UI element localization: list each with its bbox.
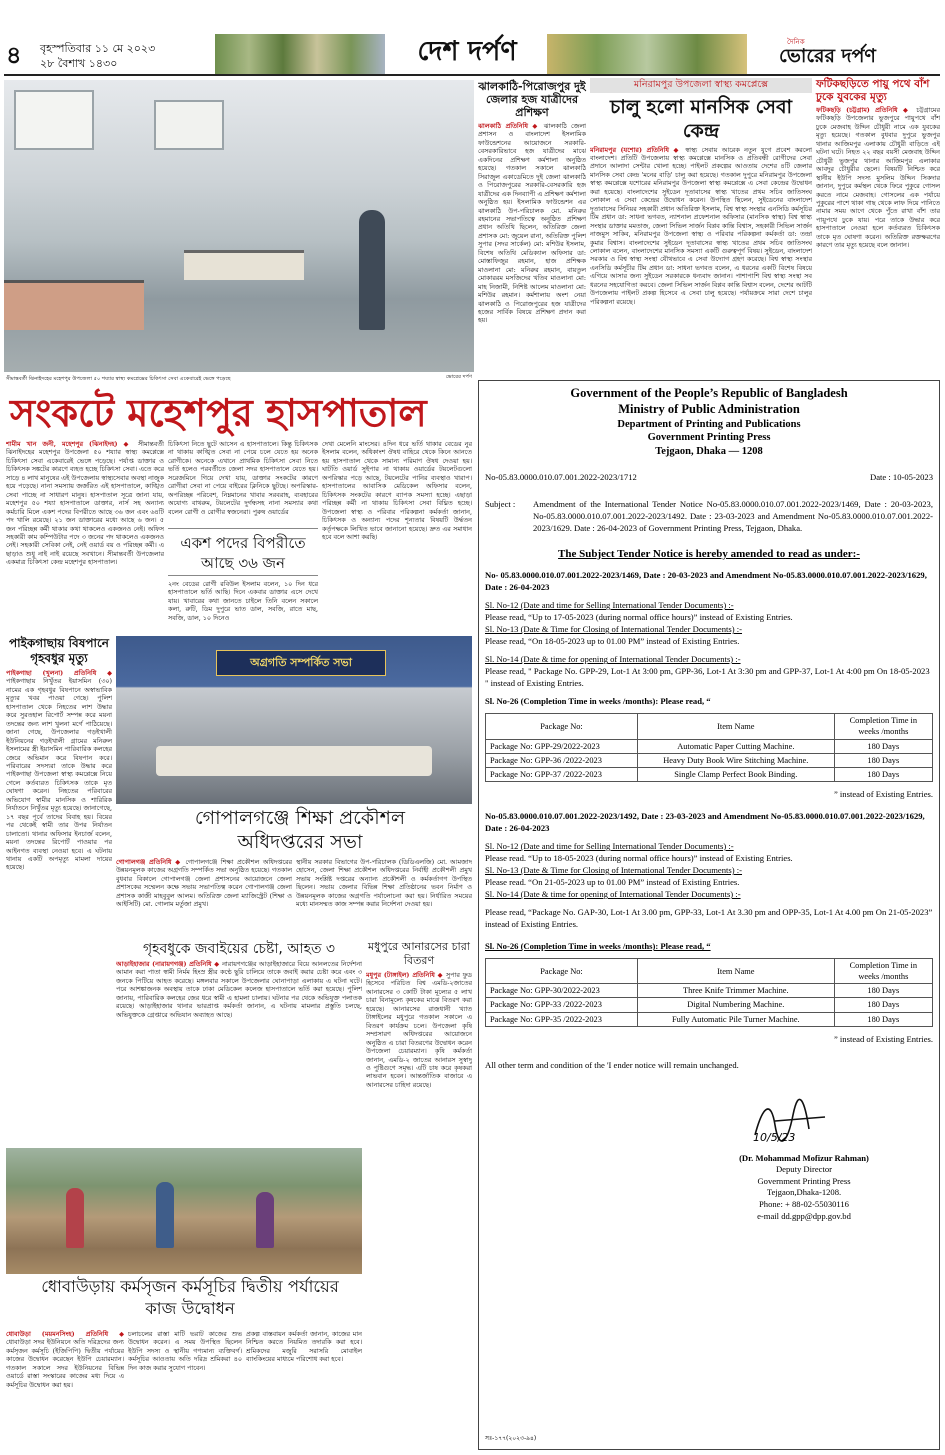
tender-org1: Government of the People’s Republic of Bangladesh xyxy=(570,386,848,400)
tender-org3: Department of Printing and Publications xyxy=(617,418,801,430)
table-cell-package: Package No: GPP-30/2022-2023 xyxy=(486,984,638,998)
tender-s2d-title: Sl. No-26 (Completion Time in weeks /months): Please read, “ xyxy=(485,941,711,952)
table-cell-item: Heavy Duty Book Wire Stitching Machine. xyxy=(637,753,834,767)
signer-address: Tejgaon,Dhaka-1208. xyxy=(766,1187,842,1198)
header xyxy=(0,0,945,76)
tender-table-1 xyxy=(485,713,933,781)
jhalokathi-story xyxy=(478,80,586,378)
tender-instead-1: ” instead of Existing Entries. xyxy=(833,788,933,799)
table-header-item: Item Name xyxy=(637,714,834,739)
section-title: দেশ দর্পণ xyxy=(417,36,517,67)
photo-person xyxy=(359,210,385,330)
paikgachha-body: পাইকগাছায় নিখুঁতর ইয়াসমিন (৩০) নামের এক গৃহবধুর বিষপানে অস্বাভাবিক মৃত্যুর খবর পাওয়া গেছে। পুলিশ হাসপাতাল থেকে নিহতের লাশ উদ্ধার করে সুরতহাল রিপোর্ট সম্পন্ন করে ময়না তদন্তের জন্য লাশ খুলনা মর্গে পাঠিয়েছে। জানা গেছে, উপজেলার গড়ইখালী ইউনিয়নের গড়ইখালী গ্রামের মনিরুল ইসলামের স্ত্রী ইয়াসমিন পারিবারিক কলহের জেরে অভিমান করে বিষপান করে। পরিবারের সদস্যরা তাকে উদ্ধার করে পাইকগাছা উপজেলা স্বাস্থ্য কমপ্লেক্সে নিয়ে গেলে কর্তব্যরত চিকিৎসক তাকে মৃত ঘোষণা করেন। নিহতের পরিবারের অভিযোগ স্বামীর মানসিক ও শারিরিক নির্যাতনে নিখুঁতর মৃত্যু হয়েছে। জানাগেছে, ১৭ বছর পূর্বে তাদের বিবাহ হয়। বিয়ের পর থেকেই স্বামী তার উপর নির্যাতন চালাতো। থানার অফিসার ইনচার্জ বলেন, ময়না তদন্তের রিপোর্ট পাওয়ার পর আইনগত ব্যবস্থা নেওয়া হবে। এ ঘটনায় থানায় একটি অপমৃত্যু মামলা দায়ের হয়েছে। xyxy=(6,677,112,872)
madhupur-body: সুপার ফুড হিসেবে পরিচিত বিশ্ব এমডি-২জাতের আনারসের ৩ কোটি টাকা মূল্যের ৫ লাখ চারা বিনামূল্যে কৃষকের মাঝে বিতরণ করা হয়েছে। আনারসের রাজধানী খ্যাত টাঙ্গাইলের মধুপুরে গতকাল সকালে এ বিতরণ কার্যক্রম চলে। উপজেলা কৃষি সম্প্রসারণ অধিদপ্তরের আয়োজনে অনুষ্ঠিত এ চারা বিতরণের উদ্বোধন করেন উপজেলা চেয়ারম্যান। কৃষি কর্মকর্তা জানান, এমডি-২ জাতের আনারস সুস্বাদু ও পুষ্টিগুণে সমৃদ্ধ। এটি চাষ করে কৃষকরা লাভবান হবেন। আন্তর্জাতিক বাজারে এ আনারসের চাহিদা রয়েছে। xyxy=(366,971,472,1089)
photo-caption xyxy=(6,374,472,384)
tender-amended-heading: The Subject Tender Notice is hereby amended to read as under:- xyxy=(558,547,860,560)
araihazar-body: নারায়ণগঞ্জের আড়াইহাজারে বিয়ে আনলতের নির্দেশনা আমান করা পাতা স্বামী নির্মম হিংস্র স্ত্রীর কণ্ঠে ছুরি চালিয়ে তাকে জবাই করার চেষ্টা করে এবং ৩ জনকে পিটিয়ে আহত করেছে। মঙ্গলবার সকালে উপজেলার ঘোনাপাড়া এলাকায় এ ঘটনা ঘটে। পরে আশঙ্কাজনক অবস্থায় তাকে ঢাকা মেডিকেল কলেজ হাসপাতালে ভর্তি করা হয়েছে। পুলিশ জানায়, পারিবারিক কলহের জের ধরে স্বামী এ হামলা চালায়। ঘটনার পর থেকে অভিযুক্ত পলাতক রয়েছে। আড়াইহাজার থানার ভারপ্রাপ্ত কর্মকর্তা জানান, এ ঘটনায় মামলার প্রস্তুতি চলছে, অভিযুক্তকে গ্রেপ্তারে অভিযান অব্যাহত আছে। xyxy=(116,960,362,1019)
main-story-col2 xyxy=(168,440,318,526)
signer-title: Deputy Director xyxy=(775,1164,833,1175)
tender-org4: Government Printing Press xyxy=(647,432,771,444)
manirampur-byline: মনিরামপুর (যশোর) প্রতিনিধি ◆ xyxy=(590,145,681,154)
table-cell-item: Automatic Paper Cutting Machine. xyxy=(637,739,834,753)
table-header-package: Package No: xyxy=(486,714,638,739)
main-story-col2b xyxy=(168,580,318,632)
caption-text: সীমান্তবর্তী ঝিনাইদহের মহেশপুর উপজেলা ৫০ শয্যার স্বাস্থ্য কমপ্লেক্সের চিকিৎসা সেবা একেবারেই ভেঙ্গে পড়েছে xyxy=(6,376,231,382)
tender-s2a-text: Please read. “Up to 18-05-2023 (during normal office hours)” instead of Existing Entries. xyxy=(485,852,793,863)
dhobaura-headline: ধোবাউড়ায় কর্মসৃজন কর্মসূচির দ্বিতীয় পর্যায়ের কাজ উদ্বোধন xyxy=(41,1277,339,1318)
dhobaura-byline: ধোবাউড়া (ময়মনসিংহ) প্রতিনিধি ◆ xyxy=(6,1330,124,1338)
tender-instead-2: ” instead of Existing Entries. xyxy=(833,1033,933,1044)
fatikchhari-body: চট্টগ্রামের ফটিকছড়ি উপজেলার ভুজপুরে পায়ুপথে বাঁশ ঢুকে মেজবাহ উদ্দিন চৌধুরী নামে এক যুবকের মৃত্যু হয়েছে। গতকাল বুধবার দুপুরে ভুজপুর থানার আজিমপুর এলাকায় চৌধুরী বাড়িতে এই ঘটনা ঘটে। নিহত ২২ বছর বয়সী মেজবাহ উদ্দিন চৌধুরী ভুজপুর থানার আজিমপুর এলাকার আবদুর চৌধুরীর ছেলে। বিষয়টি নিশ্চিত করে স্থানীয় ইউপি সদস্য মুসলিম উদ্দিন সিকদার জানান, দুপুরে কর্মস্থল থেকে ফিরে পুকুরে গোসল করতে নামে মেজবাহ। গোসলের এক পর্যায়ে পুকুরের পাশে থাকা গাছ থেকে লাফ দিয়ে পানিতে নামার সময় আগে থেকে পুঁতে রাখা বাঁশ তার পায়ুপথে ঢুকে যায়। পরে তাকে উদ্ধার করে হাসপাতালে নেওয়া হলে কর্তব্যরত চিকিৎসক তাকে মৃত ঘোষণা করেন। অতিরিক্ত রক্তক্ষরণের কারণে তার মৃত্যু হয়েছে বলে জানান। xyxy=(816,106,940,250)
manirampur-story xyxy=(590,78,812,378)
signer-name: (Dr. Mohammad Mofizur Rahman) xyxy=(739,1152,869,1163)
header-photo-strip-right xyxy=(547,34,747,74)
table-cell-time: 180 Days xyxy=(834,1012,932,1026)
fatikchhari-story xyxy=(816,78,940,378)
paikgachha-byline: পাইকগাছা (খুলনা) প্রতিনিধি ◆ xyxy=(6,669,112,677)
gopalganj-col1 xyxy=(116,858,292,936)
hospital-photo xyxy=(4,80,474,372)
araihazar-byline: আড়াইহাজার (নারায়ণগঞ্জ) প্রতিনিধি ◆ xyxy=(116,960,220,968)
logo-small: দৈনিক xyxy=(787,38,805,46)
signature-date: 10/5/23 xyxy=(753,1130,796,1144)
photo-window xyxy=(14,90,94,150)
header-photo-strip-left xyxy=(215,34,385,74)
table-cell-time: 180 Days xyxy=(834,753,932,767)
gopalganj-body2: স্থানীয় সরকার বিভাগের উপ-পরিচালক (ডিডিএলজি) মো. আমজাদ হোসেন, জেলা শিক্ষা প্রকৌশল অধিদপ্তরের নির্বাহী প্রকৌশলী প্রমুখ সভায় সংশ্লিষ্ট দপ্তরের অন্যান্য প্রকৌশলী ও কর্মকর্তাগণ উপস্থিত ছিলেন। সভায় জেলার বিভিন্ন শিক্ষা প্রতিষ্ঠানের ভবন নির্মাণ ও উন্নয়নমূলক কাজের অগ্রগতি পর্যালোচনা করা হয়। নির্ধারিত সময়ের মধ্যে মানসম্মত কাজ সম্পন্ন করার নির্দেশনা দেওয়া হয়। xyxy=(296,858,472,909)
araihazar-headline: গৃহবধুকে জবাইয়ের চেষ্টা, আহত ৩ xyxy=(142,941,336,957)
logo-title: ভোরের দর্পণ xyxy=(779,45,876,67)
main-headline: সংকটে মহেশপুর হাসপাতাল xyxy=(10,391,427,435)
signature xyxy=(485,1095,933,1153)
tender-s1b-title: Sl. No-13 (Date & Time for Closing of International Tender Documents) :- xyxy=(485,624,743,635)
fatikchhari-headline: ফটিকছড়িতে পায়ু পথে বাঁশ ঢুকে যুবকের মৃত্যু xyxy=(816,78,930,103)
table-cell-time: 180 Days xyxy=(834,984,932,998)
table-row xyxy=(486,767,933,781)
tender-s2c-text: Please read, “Package No. GAP-30, Lot-1 At 3.00 pm, GPP-33, Lot-1 At 3.30 pm and OPP-35, Lot-1 At 4.00 pm On 21-05-2023” instead of Existing Entries. xyxy=(485,907,933,930)
main-body-col1: সীমান্তবর্তী ঝিনাইদহের মহেশপুর উপজেলা ৫০ শয্যার স্বাস্থ্য কমপ্লেক্সে চিকিৎসা সেবা একেবারেই ভেঙ্গে পড়েছে। পর্যাপ্ত ডাক্তার ও চিকিৎসক সঙ্কটের কারণে ব্যহত হচ্ছে চিকিৎসা সেবা। এতে করে সাড়ে ৪ লাখ মানুষের এই উপজেলায় স্বাস্থ্যসেবার অবস্থা নাজুক হয়ে পড়েছে। নানা সমস্যায় জর্জরিত এই হাসপাতালে, কাঙ্খিত সেবা পাচ্ছে না সাধারণ মানুষ। হাসপাতাল সূত্রে জানা যায়, মহেশপুর ৫০ শয্যা হাসপাতালে ডাক্তার, নার্স সহ অন্যান্য কর্মচারি মিলে একশ পদের বিপরীতে আছে ৩৬ জন এবং ৬৪টি পদ খালি রয়েছে। ২১ জন ডাক্তারের মধ্যে আছে ৬ জন। ৫ জন পরিচ্ছন্ন কর্মী থাকার কথা থাকলেও একজনও নেই। অফিস সহকারী কাম কম্পিউটার পদে ৩ জনের পদ থাকলেও একজনও নেই। সহকারী সেবিকা নেই, নেই ওয়ার্ড বয় ও পরিচ্ছন্ন কর্মী। এ ছাড়াও শুধু নাই নাই রয়েছে সবখানে। সীমান্তবর্তী উপজেলার একমাত্র চিকিৎসা কেন্দ্র মহেশপুর হাসপাতাল। xyxy=(6,440,164,567)
manirampur-body: স্বাস্থ্য সেবায় আরেক নতুন যুগে প্রবেশ করলো বাংলাদেশ। প্রতিটি উপজেলায় স্বাস্থ্য কমপ্লেক্সে মানসিক ও প্রতিবন্ধী রোগীদের সেবা প্রদানে আলাদা সেন্টার খোলা হচ্ছে। পাইলট প্রকল্পের আওতায় দেশের ৪টি জেলার মানসিক সেবা কেন্দ্র 'মনের বাড়ি' চালু করা হয়েছে। গতকাল দুপুরে মনিরামপুর উপজেলা স্বাস্থ্য কমপ্লেক্সে যশোরের মনিরামপুর উপজেলা স্বাস্থ্য কমপ্লেক্সে এ সেবা কেন্দ্রের উদ্বোধন করা হয়েছে। বাংলাদেশের সুইডেন দূতাবাসের স্বাস্থ্য খাতের প্রথম সচিব জাতিসংঘ লোকাল এ সেবা কেন্দ্রের উদ্বোধন করেন। উপস্থিত ছিলেন, সুইডেনের বাংলাদেশ দূতাবাসের সিনিয়র সহকারী প্রধান অতিরিক্ত ইসলাম, বিশ্ব স্বাস্থ্য সংস্থার এনসিডি কর্মসূচির টিম প্রধান ডা: সাধনা ভগবত, ন্যাশনাল প্রফেশনাল অফিসার (মানসিক স্বাস্থ্য) বিশ্ব স্বাস্থ্য সংস্থার ডাক্তার মমতাজ, জেলা সিভিল সার্জন বিপ্লব কান্তি বিশ্বাস, সহকারী সিভিল সার্জন নাজমুস সাকিব, মনিরামপুর উপজেলা স্বাস্থ্য ও পরিবার পরিকল্পনা কর্মকর্তা ডা: তন্দ্রা কুমার বিশ্বাস। বাংলাদেশের সুইডেন দূতাবাসের স্বাস্থ্য খাতের প্রথম সচিব জাতিসংঘ লোকাল বলেন, বাংলাদেশের মানসিক সমস্যা একটি গুরুত্বপূর্ণ বিষয়। সুইডেন, বাংলাদেশ সরকার ও বিশ্ব স্বাস্থ্য সংস্থা যৌথভাবে এ সেবা উদ্যোগ গ্রহণ করেছে। বিশ্ব স্বাস্থ্য সংস্থার এনসিডি কর্মসূচীর টিম প্রধান ডা: সাধনা ভগবত বলেন, এ ধরনের একটি বিশেষ বিষয়ে এগিয়ে আসার জন্য সুইডেন সরকারকে ধন্যবাদ জানান। পাশাপাশি বিশ্ব স্বাস্থ্য সংস্থা সব ধরনের সহযোগিতা করবে। জেলা সিভিল সার্জন বিপ্লব কান্তি বিশ্বাস বলেন, দেশের আটটি উপজেলায় পাইলট প্রকল্প হিসেবে এ সেবা চালু হয়েছে। পর্যায়ক্রমে সারা দেশে চালুর পরিকল্পনা রয়েছে। xyxy=(590,145,812,306)
main-byline: শামীম খান জনী, মহেশপুর (ঝিনাইদহ) ◆ xyxy=(6,440,133,448)
dhobaura-col1 xyxy=(6,1330,124,1448)
madhupur-story xyxy=(366,940,472,1410)
photo-worker xyxy=(256,1192,274,1248)
madhupur-headline: মধুপুরে আনারসের চারা বিতরণ xyxy=(368,940,470,967)
table-cell-package: Package No: GPP-33 /2022-2023 xyxy=(486,998,638,1012)
tender-s2a-title: Sl. No-12 (Date and time for Selling International Tender Documents) :- xyxy=(485,840,734,851)
jhalokathi-body: ঝালকাঠি জেলা প্রশাসন ও বাংলাদেশ ইসলামিক ফাউন্ডেশনের আয়োজনে সরকারি-বেসরকারিভাবে হজ যাত্রীদের মাঝে একদিনের প্রশিক্ষণ কর্মশালা অনুষ্ঠিত হয়েছে। গতকাল সকালে ঝালকাঠি সিরাজুল একাডেমিতে দুই জেলা ঝালকাঠি ও পিরোজপুরের সরকারি-বেসরকারি হজ যাত্রীদের এক দিনব্যাপী এ প্রশিক্ষণ কর্মশালা অনুষ্ঠিত হয়। ইসলামিক ফাউন্ডেশন এর ঝালকাঠি উপ-পরিচালক মো. মনিরুর রহমানের সভাপতিত্বে অনুষ্ঠিত প্রশিক্ষণ প্রধান অতিথি ছিলেন, অতিরিক্ত জেলা প্রশাসক মো: জুয়েল রানা, অতিরিক্ত পুলিশ সুপার (সদর সার্কেল) মো: মশিউর ইসলাম, বিশেষ অতিথি মেডিক্যাল অফিসার ডা: মোস্তাফিজুর রহমান, হাজ প্রশিক্ষক মাওলানা মো: মনিরুর রহমান, বায়তুল মোকাররম মসজিদের খতিব মাওলানা মো: মাহ নিজামী, নিশিষ্ট আলেম মাওলানা মো: মশিউর রহমান। কর্মশালায় অংশ নেয়া ঝালকাঠি ও পিরোজপুরের হজ যাত্রীদের হজের সার্বিক বিষয়ে প্রশিক্ষণ প্রদান করা হয়। xyxy=(478,122,586,325)
tender-org5: Tejgaon, Dhaka — 1208 xyxy=(655,445,763,457)
paikgachha-story xyxy=(6,636,112,1236)
page-number: ৪ xyxy=(6,41,22,69)
gopalganj-body1: গোপালগঞ্জে শিক্ষা প্রকৌশল অধিদপ্তরের উন্নয়নমূলক কাজের অগ্রগতি সম্পর্কিত সভা অনুষ্ঠিত হয়েছে। গতকাল বুধবার বিকালে গোপালগঞ্জ জেলা প্রশাসনের আয়োজনে জেলা প্রশাসকের সম্মেলন কক্ষে সভায় সভাপতিত্ব করেন গোপালগঞ্জ জেলা প্রশাসক কাজী মাহবুবুল আলম। অতিরিক্ত জেলা ম্যাজিস্ট্রেট (শিক্ষা ও আইসিটি) মো. গোলাম মর্তুজা প্রমুখ। xyxy=(116,858,292,909)
dhobaura-body2: চলাচলের রাস্তা মাটি ভরাট কাজের শুভ উদ্বোধন করেন। এ সময় উপস্থিত ছিলেন ইউপি সদস্য ও স্থানীয় গণ্যমান্য ব্যক্তিবর্গ। কর্মসূচির আওতায় অতি দরিদ্র শ্রমিকরা ৪০ দিন কাজ করার সুযোগ পাবেন। xyxy=(128,1330,242,1372)
caption-credit: ভোরের দর্পণ xyxy=(445,374,472,380)
gopalganj-byline: গোপালগঞ্জ প্রতিনিধি ◆ xyxy=(116,858,182,866)
table-header-completion: Completion Time in weeks /months xyxy=(834,714,932,739)
meeting-table xyxy=(156,746,432,776)
pullquote: একশ পদের বিপরীতে আছে ৩৬ জন xyxy=(180,534,306,572)
meeting-banner xyxy=(216,650,386,676)
main-body-col2b: ২নং বেডের রোগী রবিউল ইসলাম বলেন, ১০ দিন ধরে হাসপাতালে ভর্তি আছি। দিনে একবার ডাক্তার এসে দেখে যায়। খাবারের কথা জানতে চাইলে তিনি বলেন সকালে কলা, রুটি, ডিম দুপুরে ভাত ডাল, সবজি, রাতে মাছ, সবজি, ডাল, ১০ দিনেও xyxy=(168,580,318,622)
pullquote-box xyxy=(168,528,318,576)
table-row xyxy=(486,984,933,998)
tender-table-2 xyxy=(485,958,933,1026)
fatikchhari-byline: ফটিকছড়ি (চট্টগ্রাম) প্রতিনিধি ◆ xyxy=(816,106,912,114)
signer-org: Government Printing Press xyxy=(757,1175,851,1186)
logo xyxy=(755,36,940,72)
table-cell-item: Fully Automatic Pile Turner Machine. xyxy=(637,1012,834,1026)
main-body-col3: দেখা মেলেনি মাংসের। ৪দিন ধরে ভর্তি থাকার বেডের নুর ইসলাম বলেন, অধিকাংশ ঔষধ বাহিরে থেকে কিনে আনতে হয় হাসপাতাল থেকে সামান্য পরিমাণ ঔষধ দেওয়া হয়। ঘাটতি ওয়ার্ড সুইপার না থাকায় ওয়ার্ডের টয়লেটগুলো অপরিস্কার পড়ে আছে, টয়লেটের পানির ব্যবস্থাও খারাপ। হাসপাতালের আবাসিক মেডিকেল অফিসার বলেন, চিকিৎসক সংকটের কারণে ব্যাপক সমস্যা হচ্ছে। এছাড়া পরিচ্ছন্ন কর্মী না থাকায় চিকিৎসা সেবা বিঘ্নিত হচ্ছে। উপজেলা স্বাস্থ্য ও পরিবার পরিকল্পনা কর্মকর্তা জানান, চিকিৎসক ও অন্যান্য পদের শূন্যতার বিষয়টি উর্দ্ধতন কর্তৃপক্ষকে লিখিত ভাবে জানানো হয়েছে। দ্রুত এর সমাধান হবে বলে আশা করছি। xyxy=(322,440,472,541)
table-row xyxy=(486,1012,933,1026)
jhalokathi-byline: ঝালকাঠি প্রতিনিধি ◆ xyxy=(478,122,540,130)
dhobaura-photo xyxy=(6,1148,362,1274)
tender-other-terms: All other term and condition of the 'I ender notice will remain unchanged. xyxy=(485,1059,739,1070)
signer-email: e-mail dd.gpp@dpp.gov.bd xyxy=(757,1210,851,1221)
dhobaura-col3 xyxy=(246,1330,362,1448)
header-rule xyxy=(4,74,940,76)
table-cell-time: 180 Days xyxy=(834,739,932,753)
araihazar-story xyxy=(116,940,362,1144)
photo-window xyxy=(154,100,224,150)
madhupur-byline: মধুপুর (টাঙ্গাইল) প্রতিনিধি ◆ xyxy=(366,971,444,979)
table-cell-item: Single Clamp Perfect Book Binding. xyxy=(637,767,834,781)
tender-section1-title: No- 05.83.0000.010.07.001.2022-2023/1469, Date : 20-03-2023 and Amendment No-05.83.0000.010.07.001.2022-2023/1629, Date : 26-04-2023 xyxy=(485,570,927,593)
table-cell-time: 180 Days xyxy=(834,998,932,1012)
tender-date: Date : 10-05-2023 xyxy=(869,472,933,483)
tender-s2c-title: Sl. No-14 (Date & time for opening of International Tender Documents) :- xyxy=(485,889,741,900)
table-header-package: Package No: xyxy=(486,959,638,984)
table-header-item: Item Name xyxy=(637,959,834,984)
main-story-col3 xyxy=(322,440,472,632)
header-date-1: বৃহস্পতিবার ১১ মে ২০২৩ xyxy=(40,42,156,55)
tender-s2b-title: Sl. No-13 (Date & Time for Closing of International Tender Documents) :- xyxy=(485,864,743,875)
tender-s1d-title: Sl. No-26 (Completion Time in weeks /months): Please read, “ xyxy=(485,696,711,707)
main-body-col2: চিকিৎসা নিতে ছুটে আসেন এ হাসপাতালে। কিন্তু চিকিৎসক না থাকায় কাঙ্খিত সেবা না পেয়ে চলে যেতে হয় অনেক রোগীকে। অনেকে এখানে প্রাথমিক চিকিৎসা সেবা নিতে ভর্তি হলেও পরবর্তীতে জেলা সদর হাসপাতালে যেতে হয়। সরেজমিনে গিয়ে দেখা যায়, ডাক্তার সংকটের কারণে রোগীরা সেবা না পেয়ে বাইরের ক্লিনিকে ছুটছে। অপরিস্কার-অপরিচ্ছন্ন পরিবেশ, নিম্নমানের খাবার সরবরাহ, ব্যবহারের অযোগ্য বাথরুম, টয়লেটের দুর্গন্ধসহ নানা সমস্যার কথা বলেন রোগী ও রোগীর স্বজনেরা। পুরুষ ওয়ার্ডের xyxy=(168,440,318,516)
manirampur-kicker: মনিরামপুর উপজেলা স্বাস্থ্য কমপ্লেক্সে xyxy=(590,78,812,93)
table-row xyxy=(486,998,933,1012)
tender-subject: Amendment of the International Tender Notice No-05.83.0000.010.07.001.2022-2023/1469, Date : 20-03-2023, No-05.83.0000.010.07.001.2022-2023/1492. Date : 23-03-2023 and Amendment No-05.83.0000.010.07.001.2022-2023/1629. Date : 26-04-2023 of Government Printing Press, Tejgaon, Dhaka. xyxy=(533,499,933,534)
gopalganj-photo xyxy=(116,636,472,804)
table-cell-package: Package No: GPP-37 /2022-2023 xyxy=(486,767,638,781)
tender-s1c-text: Please read, " Package No. GPP-29, Lot-1 At 3:00 pm, GPP-36, Lot-1 At 3:30 pm and GPP-37, Lot-1 At 4:00 pm On 18-05-2023 " instead of Existing Entries. xyxy=(485,666,930,689)
tender-subject-label: Subject : xyxy=(485,499,516,510)
meeting-banner-text: অগ্রগতি সম্পর্কিত সভা xyxy=(250,656,352,669)
tender-ref: No-05.83.0000.010.07.001.2022-2023/1712 xyxy=(485,472,637,483)
dhobaura-body3: প্রকল্প বাস্তবায়ন কর্মকর্তা জানান, কাজের মান নিশ্চিত করতে নিয়মিত তদারকি করা হবে। শ্রমিকদের মজুরি সরাসরি মোবাইল ব্যাংকিংয়ের মাধ্যমে পরিশোধ করা হবে। xyxy=(246,1330,362,1364)
gopalganj-col2 xyxy=(296,858,472,936)
paikgachha-headline: পাইকগাছায় বিষপানে গৃহবধুর মৃত্যু xyxy=(9,636,109,665)
dhobaura-col2 xyxy=(128,1330,242,1448)
table-row xyxy=(486,753,933,767)
photo-worker xyxy=(66,1188,84,1248)
manirampur-headline: চালু হলো মানসিক সেবা কেন্দ্র xyxy=(609,95,793,142)
photo-bed xyxy=(4,280,144,330)
photo-worker xyxy=(156,1182,174,1248)
dhobaura-body1: ধোবাউড়া সদর ইউনিয়নে অতি দরিদ্রদের জন্য কর্মসৃজন কর্মসূচি (ইজিপিপি) দ্বিতীয় পর্যায়ের কাজের উদ্বোধন করেছেন ইউপি চেয়ারম্যান। গতকাল সকালে সদর ইউনিয়নের বিভিন্ন ওয়ার্ডে রাস্তা সংস্কারের কাজের মধ্য দিয়ে এ কর্মসূচির উদ্বোধন করা হয়। xyxy=(6,1338,124,1389)
tender-s1c-title: Sl. No-14 (Date & time for opening of International Tender Documents) :- xyxy=(485,654,741,665)
tender-s2b-text: Please read. “On 21-05-2023 up to 01.00 PM” instead of Existing Entries. xyxy=(485,877,740,887)
header-date-2: ২৮ বৈশাখ ১৪৩০ xyxy=(40,57,118,70)
tender-s1b-text: Please read, “On 18-05-2023 up to 01.00 PM” instead of Existing Entries. xyxy=(485,636,740,647)
main-story-col1 xyxy=(6,440,164,632)
table-cell-time: 180 Days xyxy=(834,767,932,781)
table-cell-package: Package No: GPP-36 /2022-2023 xyxy=(486,753,638,767)
table-header-completion: Completion Time in weeks /months xyxy=(834,959,932,984)
tender-notice xyxy=(478,380,940,1450)
tender-s1a-title: Sl. No-12 (Date and time for Selling International Tender Documents) :- xyxy=(485,600,734,611)
tender-section2-title: No-05.83.0000.010.07.001.2022-2023/1492, Date : 23-03-2023 and Amendment No-05.83.0000.010.07.001.2022-2023/1629, Date : 26-04-2023 xyxy=(485,810,925,833)
table-row xyxy=(486,739,933,753)
tender-org2: Ministry of Public Administration xyxy=(618,402,800,417)
photo-bed xyxy=(184,250,304,280)
tender-s1a-text: Please read, “Up to 17-05-2023 (during normal office hours)” instead of Existing Entries. xyxy=(485,612,793,623)
tender-footer-code: সঃ-১৭৭(২০২৩-৯৪) xyxy=(485,1435,537,1443)
table-cell-package: Package No: GPP-35 /2022-2023 xyxy=(486,1012,638,1026)
signer-phone: Phone: + 88-02-55030116 xyxy=(759,1199,849,1210)
table-cell-package: Package No: GPP-29/2022-2023 xyxy=(486,739,638,753)
table-cell-item: Digital Numbering Machine. xyxy=(637,998,834,1012)
table-cell-item: Three Knife Trimmer Machine. xyxy=(637,984,834,998)
jhalokathi-headline: ঝালকাঠি-পিরোজপুর দুই জেলার হজ যাত্রীদের প্রশিক্ষণ xyxy=(478,80,586,119)
gopalganj-headline: গোপালগঞ্জে শিক্ষা প্রকৌশল অধিদপ্তরের সভা xyxy=(194,807,406,853)
